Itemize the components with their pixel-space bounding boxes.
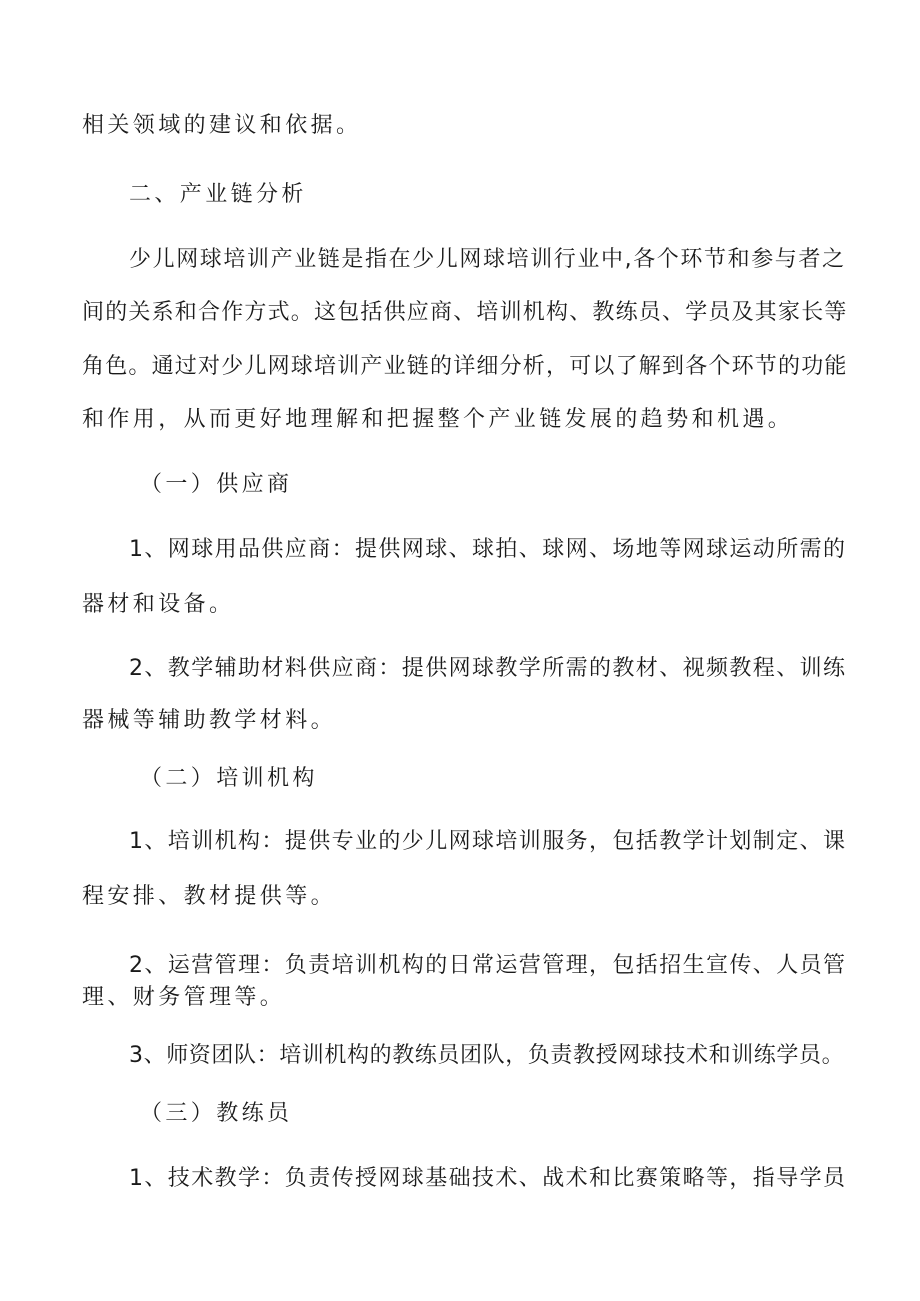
subsection-heading: （二）培训机构 [140, 766, 318, 791]
list-item: 1、网球用品供应商：提供网球、球拍、球网、场地等网球运动所需的 [129, 537, 847, 562]
paragraph-line: 间的关系和合作方式。这包括供应商、培训机构、教练员、学员及其家长等 [82, 300, 848, 325]
list-item: 2、运营管理：负责培训机构的日常运营管理，包括招生宣传、人员管 [129, 953, 847, 978]
list-item: 1、技术教学：负责传授网球基础技术、战术和比赛策略等，指导学员 [129, 1166, 847, 1191]
list-item-continuation: 器材和设备。 [82, 592, 235, 617]
paragraph-line: 少儿网球培训产业链是指在少儿网球培训行业中,各个环节和参与者之 [129, 247, 846, 272]
section-heading: 二、产业链分析 [129, 182, 307, 207]
list-item: 2、教学辅助材料供应商：提供网球教学所需的教材、视频教程、训练 [129, 656, 847, 681]
list-item-continuation: 器械等辅助教学材料。 [82, 708, 337, 733]
paragraph-line: 相关领域的建议和依据。 [82, 113, 362, 138]
paragraph-line: 角色。通过对少儿网球培训产业链的详细分析，可以了解到各个环节的功能 [82, 354, 848, 379]
list-item-continuation: 理、财务管理等。 [82, 985, 286, 1010]
subsection-heading: （一）供应商 [140, 472, 293, 497]
subsection-heading: （三）教练员 [140, 1101, 293, 1126]
list-item: 1、培训机构：提供专业的少儿网球培训服务，包括教学计划制定、课 [129, 829, 847, 854]
list-item: 3、师资团队：培训机构的教练员团队，负责教授网球技术和训练学员。 [129, 1043, 845, 1068]
list-item-continuation: 程安排、教材提供等。 [82, 884, 337, 909]
paragraph-line: 和作用，从而更好地理解和把握整个产业链发展的趋势和机遇。 [82, 407, 794, 432]
